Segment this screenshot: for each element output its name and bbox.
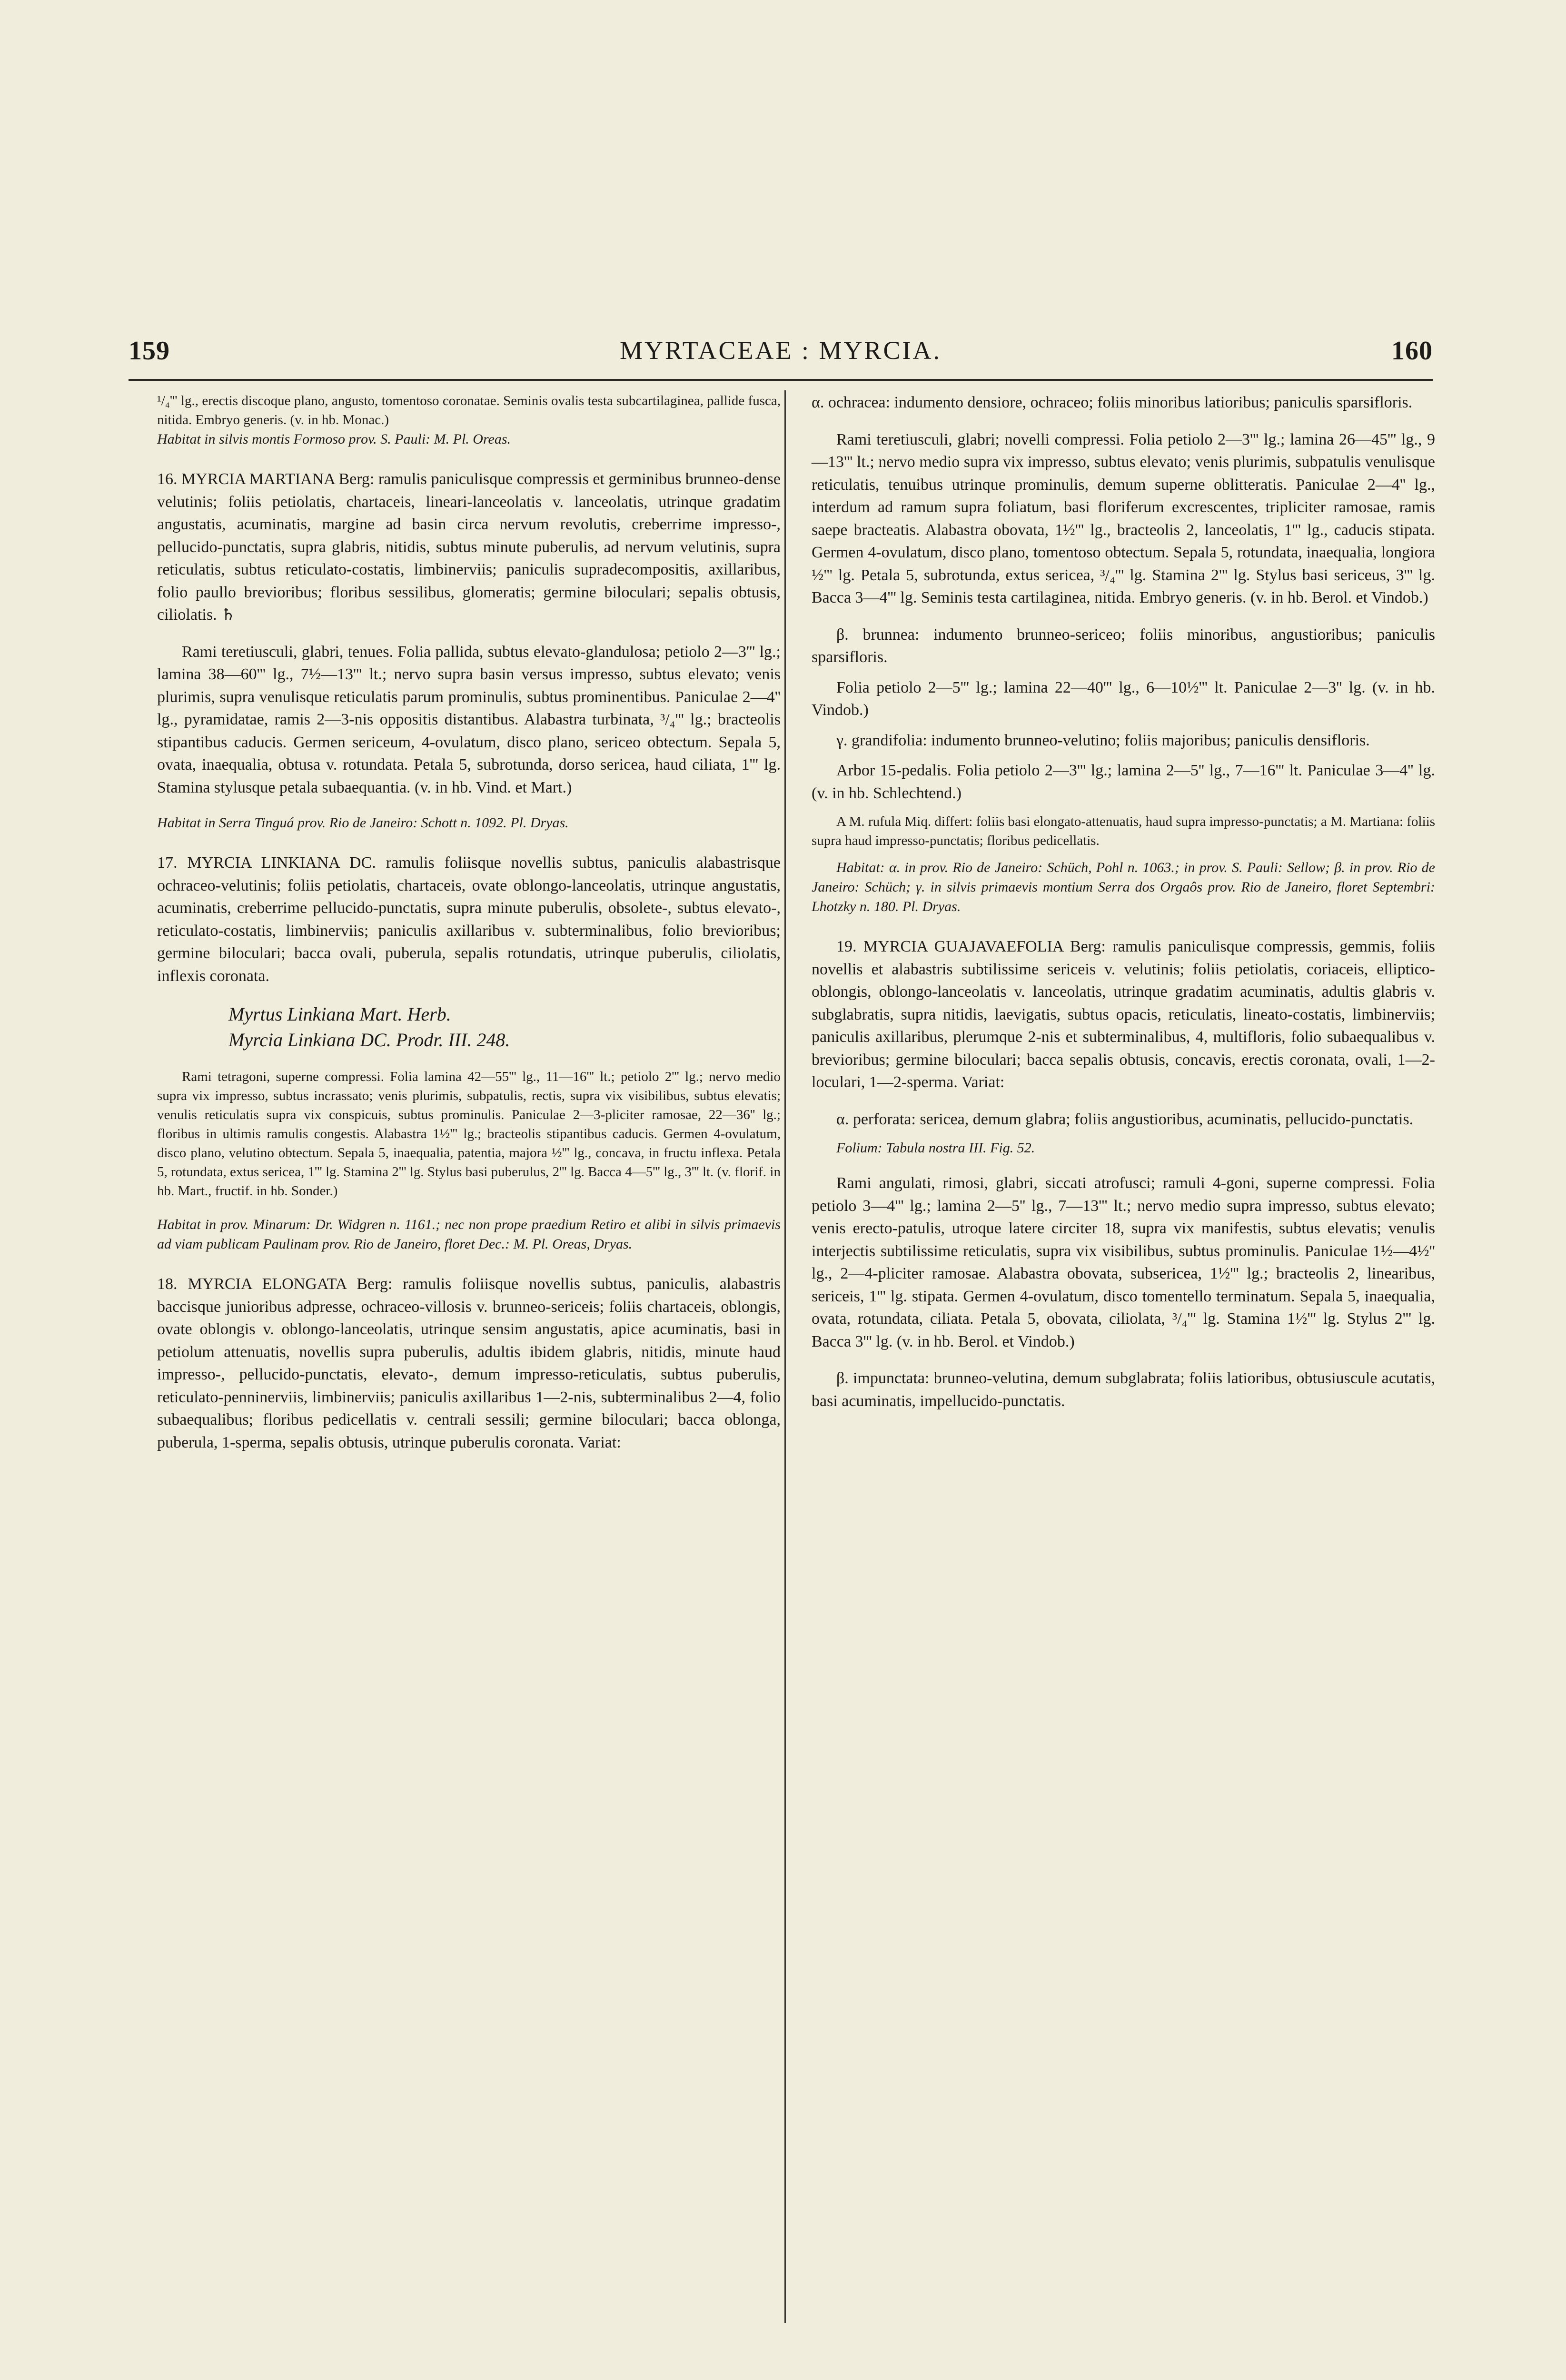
- spacer: [812, 1094, 1435, 1108]
- description-paragraph: 19. MYRCIA GUAJAVAEFOLIA Berg: ramulis paniculisque compressis, gemmis, foliis novellis et alabastris subtilissime sericeis v. velutinis; foliis petiolatis, coriaceis, elliptico-oblongis, oblongo-lanceolatis v. lanceolatis, utrinque gradatim acuminatis, adultis glabris v. subglabratis, supra nitidis, laevigatis, subtus opacis, reticulatis, lineato-costatis, limbinerviis; paniculis axillaribus, plerumque 2-nis et subterminalibus, 4, multifloris, folio subaequalibus v. brevioribus; germine biloculari; bacca sepalis obtusis, concavis, erectis coronata, ovali, 1—2-loculari, 1—2-sperma. Variat:: [812, 938, 1435, 1091]
- description-paragraph: 17. MYRCIA LINKIANA DC. ramulis foliisque novellis subtus, paniculis alabastrisque ochraceo-velutinis; foliis petiolatis, chartaceis, ovate oblongo-lanceolatis, utrinque angustatis, acuminatis, creberrime pellucido-punctatis, supra minute puberulis, obsolete-, subtus elevato-, reticulato-costatis, limbinerviis; paniculis axillaribus v. subterminalibus, folio brevioribus; germine biloculari; bacca ovali, puberula, sepalis rotundatis, utrinque puberulis, ciliolatis, inflexis coronata.: [157, 854, 781, 985]
- spacer: [157, 1053, 781, 1067]
- spacer: [812, 916, 1435, 935]
- page-header: [129, 336, 1433, 378]
- description-paragraph: α. perforata: sericea, demum glabra; foliis angustioribus, acuminatis, pellucido-punctatis.: [836, 1110, 1414, 1128]
- description-paragraph: Rami angulati, rimosi, glabri, siccati atrofusci; ramuli 4-goni, superne compressi. Folia petiolo 3—4''' lg.; lamina 2—5'' lg., 7—13''' lt.; nervo medio supra impresso, subtus elevato; venis erecto-patulis, utroque latere circiter 18, supra vix manifestis, subtus elevatis; venulis interjectis subtilissime reticulatis, supra vix visibilibus, subtus prominulis. Paniculae 1½—4½'' lg., 2—4-pliciter ramosae. Alabastra obovata, subsericea, 1½''' lg.; bracteolis 2, linearibus, sericeis, 1''' lg. stipata. Germen 4-ovulatum, disco tomentello terminatum. Sepala 5, inaequalia, ovata, rotundata, ciliata. Petala 5, obovata, ciliolata, ³/₄''' lg. Stamina 1½''' lg. Stylus 2''' lg. Bacca 3''' lg. (v. in hb. Berol. et Vindob.): [812, 1174, 1435, 1350]
- spacer: [812, 804, 1435, 812]
- page-number-right: 160: [1391, 336, 1433, 366]
- header-rule: [129, 379, 1433, 381]
- spacer: [812, 414, 1435, 428]
- synonym-line: Myrcia Linkiana DC. Prodr. III. 248.: [228, 1029, 510, 1051]
- spacer: [812, 609, 1435, 624]
- description-paragraph: Folia petiolo 2—5''' lg.; lamina 22—40''' lg., 6—10½''' lt. Paniculae 2—3'' lg. (v. in hb. Vindob.): [812, 678, 1435, 719]
- description-paragraph: Rami teretiusculi, glabri, tenues. Folia pallida, subtus elevato-glandulosa; petiolo 2—3''' lg.; lamina 38—60''' lg., 7½—13''' lt.; nervo supra basin versus impresso, subtus elevato; venis plurimis, supra venulisque reticulatis parum prominulis, subtus prominentibus. Paniculae 2—4'' lg., pyramidatae, ramis 2—3-nis oppositis distantibus. Alabastra turbinata, ³/₄''' lg.; bracteolis stipantibus caducis. Germen sericeum, 4-ovulatum, disco plano, sericeo obtectum. Sepala 5, ovata, inaequalia, obtusa v. rotundata. Petala 5, subrotunda, dorso sericea, haud ciliata, 1''' lg. Stamina stylusque petala subaequantia. (v. in hb. Vind. et Mart.): [157, 643, 781, 796]
- spacer: [812, 850, 1435, 858]
- description-small: ¹/₄''' lg., erectis discoque plano, angusto, tomentoso coronatae. Seminis ovalis testa subcartilaginea, pallide fusca, nitida. Embryo generis. (v. in hb. Monac.): [157, 393, 781, 427]
- spacer: [812, 1130, 1435, 1138]
- spacer: [812, 722, 1435, 729]
- left-column: [157, 391, 781, 1454]
- spacer: [157, 987, 781, 1002]
- spacer: [157, 626, 781, 641]
- description-paragraph: Rami teretiusculi, glabri; novelli compressi. Folia petiolo 2—3''' lg.; lamina 26—45''' lg., 9—13''' lt.; nervo medio supra vix impresso, subtus elevato; venis plurimis, subpatulis venulisque reticulatis, tenuibus utrinque prominulis, demum superne oblitteratis. Paniculae 2—4'' lg., interdum ad ramum supra foliatum, basi floriferum excrescentes, tripliciter ramosae, ramis saepe bracteatis. Alabastra obovata, 1½''' lg., bracteolis 2, lanceolatis, 1''' lg., caducis stipata. Germen 4-ovulatum, disco plano, tomentoso obtectum. Sepala 5, rotundata, inaequalia, longiora ½''' lg. Petala 5, subrotunda, extus sericea, ³/₄''' lg. Stamina 2''' lg. Stylus basi sericeus, 3''' lg. Bacca 3—4''' lg. Seminis testa cartilaginea, nitida. Embryo generis. (v. in hb. Berol. et Vindob.): [812, 430, 1435, 606]
- spacer: [812, 1353, 1435, 1367]
- description-paragraph: Arbor 15-pedalis. Folia petiolo 2—3''' lg.; lamina 2—5'' lg., 7—16''' lt. Paniculae 3—4'' lg. (v. in hb. Schlechtend.): [812, 762, 1435, 802]
- description-paragraph: α. ochracea: indumento densiore, ochraceo; foliis minoribus latioribus; paniculis sparsifloris.: [812, 394, 1413, 411]
- column-divider: [784, 390, 786, 2323]
- spacer: [157, 833, 781, 852]
- synonym-line: Myrtus Linkiana Mart. Herb.: [228, 1003, 451, 1025]
- spacer: [157, 1254, 781, 1273]
- habitat-note: Habitat: α. in prov. Rio de Janeiro: Schüch, Pohl n. 1063.; in prov. S. Pauli: Sellow; β. in prov. Rio de Janeiro: Schüch; γ. in silvis primaevis montium Serra dos Orgaôs prov. Rio de Janeiro, floret Septembri: Lhotzky n. 180. Pl. Dryas.: [812, 860, 1435, 914]
- description-paragraph: 18. MYRCIA ELONGATA Berg: ramulis foliisque novellis subtus, paniculis, alabastris baccisque junioribus adpresse, ochraceo-villosis v. brunneo-sericeis; foliis chartaceis, oblongis, ovate oblongis v. oblongo-lanceolatis, utrinque sensim angustatis, apice acuminatis, basi in petiolum attenuatis, novellis supra puberulis, adultis ibidem glabris, nitidis, minute haud impresso-, pellucido-punctatis, elevato-, demum impresso-reticulatis, subtus puberulis, reticulato-penninerviis, limbinerviis; paniculis axillaribus 1—2-nis, subterminalibus 2—4, folio subaequalibus; floribus pedicellatis v. centrali sessili; germine biloculari; bacca oblonga, puberula, 1-sperma, sepalis obtusis, utrinque puberulis coronata. Variat:: [157, 1275, 781, 1451]
- habitat-note: Habitat in prov. Minarum: Dr. Widgren n. 1161.; nec non prope praedium Retiro et alibi in silvis primaevis ad viam publicam Paulinam prov. Rio de Janeiro, floret Dec.: M. Pl. Oreas, Dryas.: [157, 1217, 781, 1252]
- description-paragraph: γ. grandifolia: indumento brunneo-velutino; foliis majoribus; paniculis densifloris.: [836, 731, 1370, 749]
- description-paragraph: β. brunnea: indumento brunneo-sericeo; foliis minoribus, angustioribus; paniculis sparsifloris.: [812, 625, 1435, 666]
- page-number-left: 159: [129, 336, 170, 366]
- right-column: [812, 391, 1435, 1412]
- spacer: [812, 752, 1435, 759]
- running-title: MYRTACEAE : MYRCIA.: [620, 336, 942, 365]
- description-small: A M. rufula Miq. differt: foliis basi elongato-attenuatis, haud supra impresso-punctatis; a M. Martiana: foliis supra haud impresso-punctatis; floribus pedicellatis.: [812, 814, 1435, 848]
- spacer: [157, 449, 781, 468]
- spacer: [812, 669, 1435, 676]
- spacer: [157, 1200, 781, 1215]
- description-paragraph: β. impunctata: brunneo-velutina, demum subglabrata; foliis latioribus, obtusiuscule acutatis, basi acuminatis, impellucido-punctatis.: [812, 1369, 1435, 1410]
- spacer: [812, 1158, 1435, 1172]
- habitat-note: Folium: Tabula nostra III. Fig. 52.: [836, 1140, 1035, 1156]
- spacer: [157, 799, 781, 813]
- habitat-note: Habitat in silvis montis Formoso prov. S. Pauli: M. Pl. Oreas.: [157, 431, 511, 447]
- description-small: Rami tetragoni, superne compressi. Folia lamina 42—55''' lg., 11—16''' lt.; petiolo 2''' lg.; nervo medio supra vix impresso, subtus incrassato; venis plurimis, subpatulis, rectis, supra vix visibilibus, subtus elevatis; venulis reticulatis supra vix conspicuis, subtus prominulis. Paniculae 2—3-pliciter ramosae, 22—36'' lg.; floribus in ultimis ramulis congestis. Alabastra 1½''' lg.; bracteolis stipantibus caducis. Germen 4-ovulatum, disco plano, velutino obtectum. Sepala 5, inaequalia, patentia, majora ½''' lg., concava, in fructu inflexa. Petala 5, rotundata, extus sericea, 1''' lg. Stamina 2''' lg. Stylus basi puberulus, 2''' lg. Bacca 4—5''' lg., 3''' lt. (v. florif. in hb. Mart., fructif. in hb. Sonder.): [157, 1069, 781, 1199]
- habitat-note: Habitat in Serra Tinguá prov. Rio de Janeiro: Schott n. 1092. Pl. Dryas.: [157, 815, 569, 831]
- description-paragraph: 16. MYRCIA MARTIANA Berg: ramulis paniculisque compressis et germinibus brunneo-dense velutinis; foliis petiolatis, chartaceis, lineari-lanceolatis v. lanceolatis, utrinque gradatim angustatis, acuminatis, margine ad basin circa nervum revolutis, creberrime impresso-, pellucido-punctatis, supra glabris, nitidis, subtus minute puberulis, ad nervum velutinis, supra reticulatis, subtus reticulato-costatis, limbinerviis; paniculis supradecompositis, axillaribus, folio paullo brevioribus; floribus sessilibus, glomeratis; germine biloculari; sepalis obtusis, ciliolatis. ♄: [157, 470, 781, 624]
